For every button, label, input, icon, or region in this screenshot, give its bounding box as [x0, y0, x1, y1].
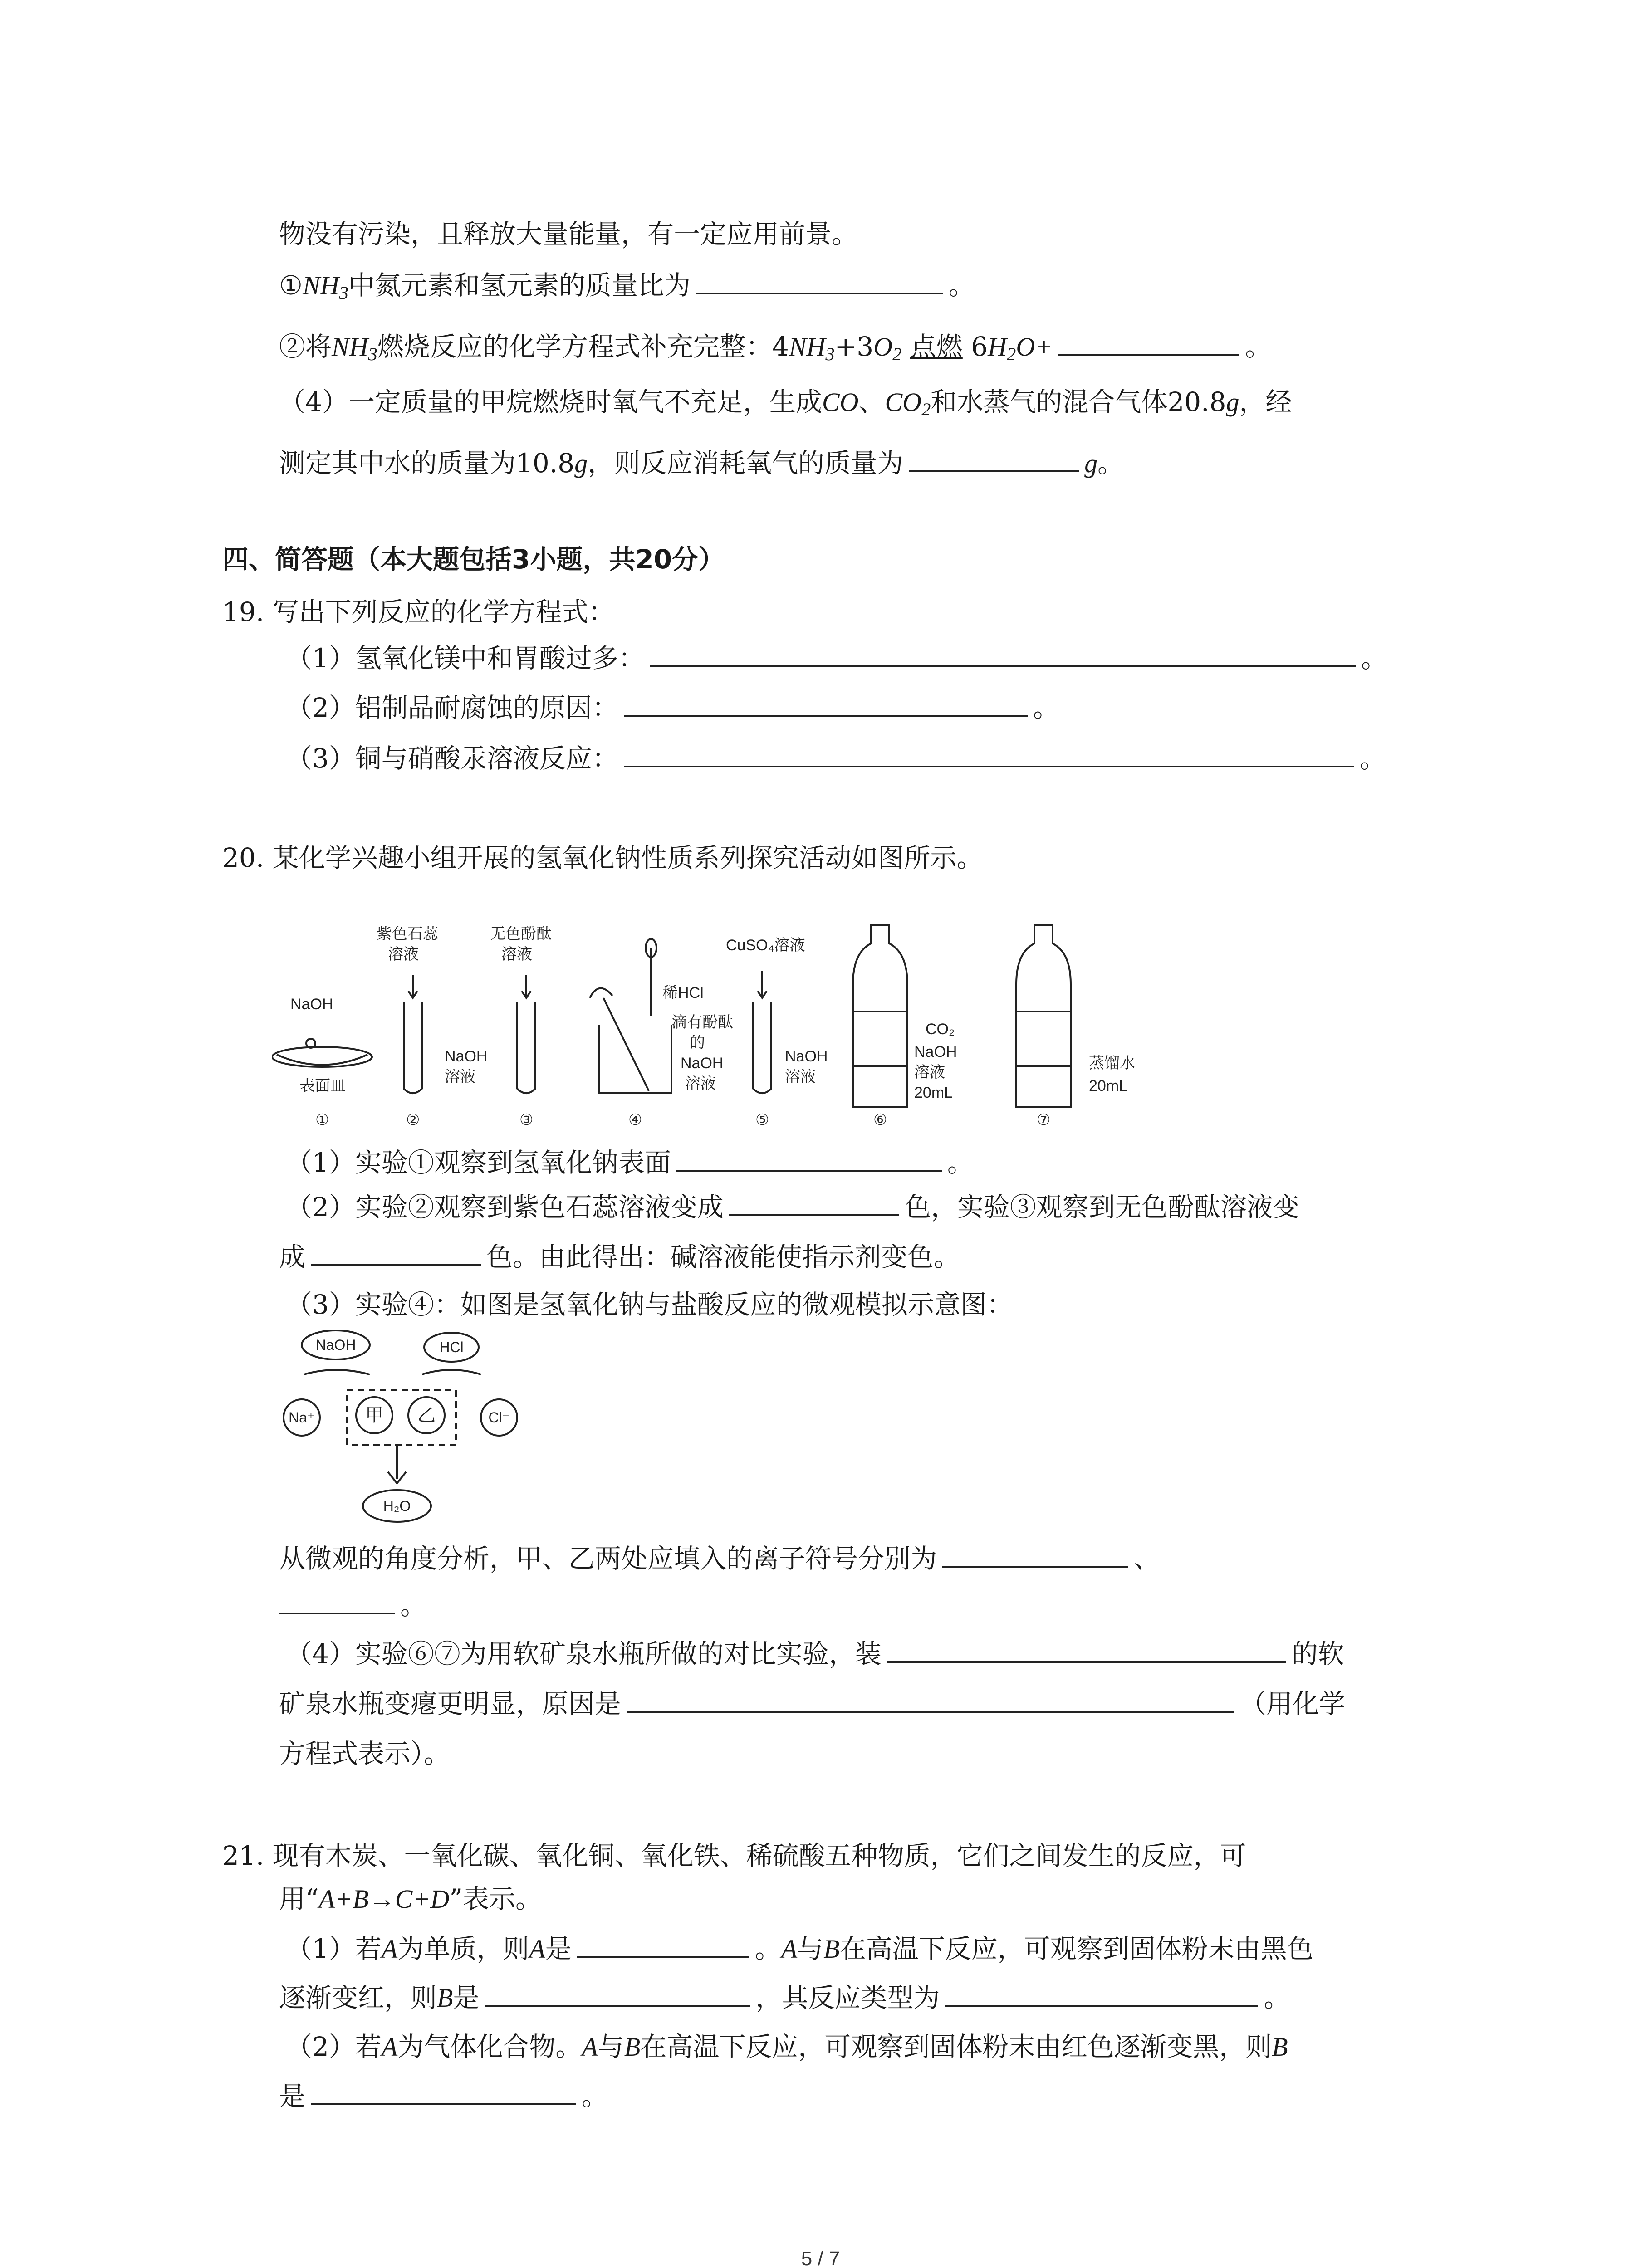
svg-text:CuSO₄溶液: CuSO₄溶液	[726, 937, 805, 954]
q20-s2-line1: （2）实验②观察到紫色石蕊溶液变成 色，实验③观察到无色酚酞溶液变	[286, 1192, 1299, 1222]
test-tube-5	[753, 1002, 771, 1093]
page-number: 5 / 7	[801, 2248, 840, 2268]
q20-s3-question: 从微观的角度分析，甲、乙两处应填入的离子符号分别为 、	[279, 1543, 1161, 1574]
q20-blank3[interactable]	[311, 1241, 481, 1266]
reaction-condition: 点燃	[910, 331, 963, 362]
q18-blank-oxygen-mass[interactable]	[909, 447, 1079, 472]
svg-text:蒸馏水: 蒸馏水	[1089, 1055, 1135, 1072]
svg-text:甲: 甲	[365, 1405, 383, 1425]
fig-naoh: NaOH	[290, 996, 333, 1013]
q21-blank-A[interactable]	[577, 1932, 749, 1958]
svg-text:CO₂: CO₂	[926, 1021, 955, 1038]
svg-text:20mL: 20mL	[914, 1084, 953, 1101]
watch-glass	[272, 1047, 372, 1067]
bottle-7	[1016, 925, 1071, 1107]
q21-stem2: 用“A+B→C+D”表示。	[279, 1883, 542, 1914]
q19-blank2[interactable]	[624, 691, 1028, 717]
q21-s1-line2: 逐渐变红，则B是 ，其反应类型为 。	[279, 1982, 1290, 2013]
svg-text:⑥: ⑥	[873, 1111, 887, 1129]
svg-text:溶液: 溶液	[388, 946, 419, 963]
svg-text:①: ①	[315, 1111, 329, 1129]
svg-text:③: ③	[519, 1111, 534, 1129]
q20-s3: （3）实验④：如图是氢氧化钠与盐酸反应的微观模拟示意图：	[286, 1289, 1013, 1320]
svg-text:乙: 乙	[417, 1405, 436, 1425]
q18-line1: 物没有污染，且释放大量能量，有一定应用前景。	[279, 219, 858, 249]
q19-blank3[interactable]	[624, 742, 1354, 767]
q21-blank-reaction-type[interactable]	[945, 1981, 1258, 2007]
q18-part4-line2: 测定其中水的质量为10.8g，则反应消耗氧气的质量为 g。	[279, 448, 1124, 479]
q20-s4-line3: 方程式表示）。	[279, 1738, 451, 1769]
micro-diagram	[277, 1325, 531, 1533]
svg-text:溶液: 溶液	[785, 1068, 816, 1085]
q19-s1: （1）氢氧化镁中和胃酸过多： 。	[286, 643, 1387, 674]
q21-blank-B[interactable]	[485, 1981, 750, 2007]
svg-text:无色酚酞: 无色酚酞	[490, 925, 552, 943]
fig-dish: 表面皿	[299, 1077, 346, 1095]
svg-text:NaOH: NaOH	[445, 1048, 488, 1065]
svg-text:溶液: 溶液	[445, 1068, 475, 1085]
q18-part4-line1: （4）一定质量的甲烷燃烧时氧气不充足，生成CO、$CO_2$和水蒸气的混合气体20.8g，经	[279, 386, 1292, 420]
q18-part1: $①NH_3$中氮元素和氢元素的质量比为 。	[279, 270, 975, 303]
svg-text:NaOH: NaOH	[315, 1337, 356, 1353]
svg-text:溶液: 溶液	[685, 1075, 716, 1092]
svg-text:紫色石蕊: 紫色石蕊	[377, 925, 438, 943]
bottle-6	[853, 925, 907, 1107]
svg-text:Cl⁻: Cl⁻	[488, 1409, 510, 1426]
svg-text:⑦: ⑦	[1037, 1111, 1051, 1129]
svg-text:滴有酚酞: 滴有酚酞	[671, 1014, 733, 1031]
q20-s4-line2: 矿泉水瓶变瘪更明显，原因是 （用化学	[279, 1688, 1346, 1719]
q20-blank-jia[interactable]	[942, 1542, 1128, 1568]
q21-stem1: 21. 现有木炭、一氧化碳、氧化铜、氧化铁、稀硫酸五种物质，它们之间发生的反应，可	[222, 1840, 1246, 1871]
q21-blank-B2[interactable]	[311, 2080, 576, 2105]
svg-text:Na⁺: Na⁺	[289, 1409, 315, 1426]
q20-s1: （1）实验①观察到氢氧化钠表面 。	[286, 1147, 974, 1178]
q21-s1-line1: （1）若A为单质，则A是 。A与B在高温下反应，可观察到固体粉末由黑色	[286, 1933, 1313, 1964]
q19-s2: （2）铝制品耐腐蚀的原因： 。	[286, 692, 1059, 723]
test-tube-3	[517, 1002, 535, 1093]
q20-stem: 20. 某化学兴趣小组开展的氢氧化钠性质系列探究活动如图所示。	[222, 842, 983, 873]
svg-text:④: ④	[628, 1111, 642, 1129]
svg-text:的: 的	[690, 1034, 705, 1051]
q20-blank1[interactable]	[676, 1146, 942, 1172]
svg-text:溶液: 溶液	[501, 946, 532, 963]
section4-title: 四、简答题（本大题包括3小题，共20分）	[222, 544, 725, 575]
experiment-figure	[272, 912, 1180, 1139]
q21-s2-line1: （2）若A为气体化合物。A与B在高温下反应，可观察到固体粉末由红色逐渐变黑，则B	[286, 2031, 1288, 2062]
q18-blank-mass-ratio[interactable]	[696, 269, 943, 294]
q20-blank2[interactable]	[729, 1191, 899, 1216]
svg-text:HCl: HCl	[439, 1339, 464, 1355]
q21-s2-line2: 是 。	[279, 2081, 608, 2112]
q18-blank-product[interactable]	[1058, 330, 1239, 356]
svg-text:NaOH: NaOH	[681, 1055, 724, 1072]
q20-s2-line2: 成 色。由此得出：碱溶液能使指示剂变色。	[279, 1242, 960, 1272]
q19-s3: （3）铜与硝酸汞溶液反应： 。	[286, 743, 1386, 774]
svg-text:NaOH: NaOH	[785, 1048, 828, 1065]
q20-s4-line1: （4）实验⑥⑦为用软矿泉水瓶所做的对比实验，装 的软	[286, 1638, 1344, 1669]
q19-stem: 19. 写出下列反应的化学方程式：	[222, 596, 615, 627]
svg-text:NaOH: NaOH	[914, 1043, 957, 1061]
q20-blank-bottle[interactable]	[887, 1637, 1286, 1663]
svg-text:溶液: 溶液	[914, 1064, 945, 1081]
q19-blank1[interactable]	[650, 642, 1356, 667]
svg-text:⑤: ⑤	[755, 1111, 769, 1129]
q20-s3-line2: 。	[279, 1589, 426, 1622]
svg-text:稀HCl: 稀HCl	[662, 984, 704, 1002]
svg-text:②: ②	[406, 1111, 420, 1129]
svg-text:H₂O: H₂O	[383, 1498, 411, 1514]
q20-blank-equation[interactable]	[627, 1687, 1234, 1713]
svg-text:20mL: 20mL	[1089, 1077, 1128, 1095]
test-tube-2	[404, 1002, 422, 1093]
q18-part2: ②将$NH_3$燃烧反应的化学方程式补充完整：$4NH_3+3O_2$ 点燃 $6H_2O+$ 。	[279, 331, 1272, 365]
q20-blank-yi[interactable]	[279, 1589, 395, 1614]
beaker	[599, 1025, 671, 1093]
